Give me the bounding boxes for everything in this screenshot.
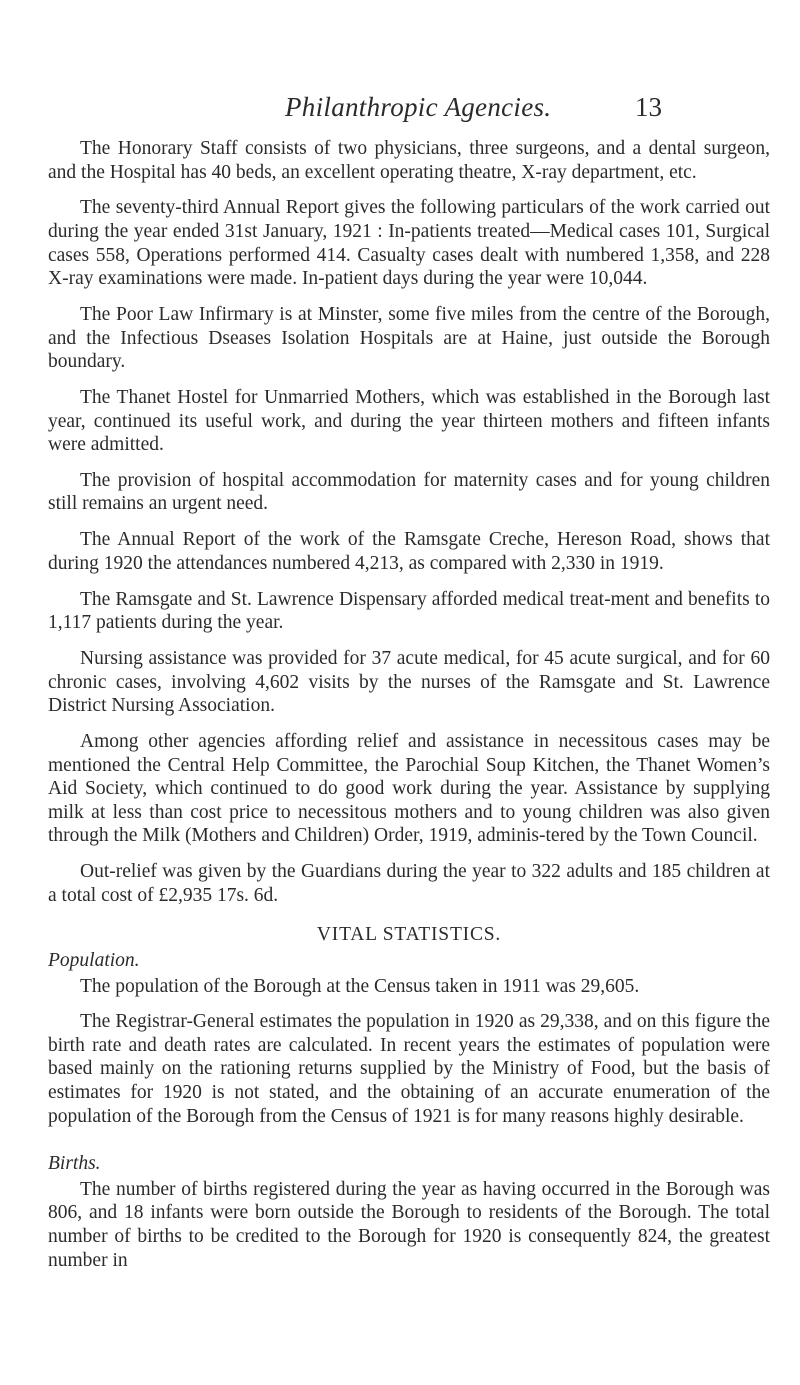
paragraph-dispensary: The Ramsgate and St. Lawrence Dispensary afforded medical treat-ment and benefits to 1,117 patients during the year.	[48, 588, 770, 634]
subheading-population: Population.	[48, 949, 140, 971]
paragraph-out-relief: Out-relief was given by the Guardians during the year to 322 adults and 185 children at a total cost of £2,935 17s. 6d.	[48, 861, 770, 906]
paragraph-census-1911: The population of the Borough at the Census taken in 1911 was 29,605.	[80, 975, 640, 997]
section-heading-vital-statistics: VITAL STATISTICS.	[316, 924, 502, 946]
page-number: 13	[635, 92, 662, 122]
running-header	[0, 92, 800, 132]
paragraph-poor-law-infirmary: The Poor Law Infirmary is at Minster, some five miles from the centre of the Borough, and the Infectious Dseases Isolation Hospitals are at Haine, just outside the Borough boundary.	[48, 303, 770, 373]
paragraph-maternity-need: The provision of hospital accommodation for maternity cases and for young children still remains an urgent need.	[48, 469, 770, 515]
paragraph-annual-report: The seventy-third Annual Report gives the following particulars of the work carried out during the year ended 31st January, 1921 : In-patients treated—Medical cases 101, Surgical cases 558, Operations performed 414. Casualty cases dealt with numbered 1,358, and 228 X-ray examinations were made. In-patient days during the year were 10,044.	[48, 197, 770, 290]
paragraph-other-agencies: Among other agencies affording relief and assistance in necessitous cases may be mentioned the Central Help Committee, the Parochial Soup Kitchen, the Thanet Women’s Aid Society, which continued to do good work during the year. Assistance by supplying milk at less than cost price to necessitous mothers and to young children was also given through the Milk (Mothers and Children) Order, 1919, adminis-tered by the Town Council.	[48, 730, 770, 847]
paragraph-registrar-general: The Registrar-General estimates the population in 1920 as 29,338, and on this figure the birth rate and death rates are calculated. In recent years the estimates of population were based mainly on the rationing returns supplied by the Ministry of Food, but the basis of estimates for 1920 is not stated, and the obtaining of an accurate enumeration of the population of the Borough from the Census of 1921 is for many reasons highly desirable.	[48, 1011, 770, 1127]
paragraph-creche: The Annual Report of the work of the Ramsgate Creche, Hereson Road, shows that during 1920 the attendances numbered 4,213, as compared with 2,330 in 1919.	[48, 529, 770, 574]
paragraph-honorary-staff: The Honorary Staff consists of two physicians, three surgeons, and a dental surgeon, and the Hospital has 40 beds, an excellent operating theatre, X-ray department, etc.	[48, 138, 770, 183]
paragraph-nursing: Nursing assistance was provided for 37 acute medical, for 45 acute surgical, and for 60 chronic cases, involving 4,602 visits by the nurses of the Ramsgate and St. Lawrence District Nursing Association.	[48, 648, 770, 717]
body-text	[48, 137, 770, 1284]
running-title: Philanthropic Agencies.	[285, 92, 552, 122]
paragraph-thanet-hostel: The Thanet Hostel for Unmarried Mothers, which was established in the Borough last year, continued its useful work, and during the year thirteen mothers and fifteen infants were admitted.	[48, 386, 770, 456]
subheading-births: Births.	[48, 1153, 101, 1175]
paragraph-births: The number of births registered during the year as having occurred in the Borough was 806, and 18 infants were born outside the Borough to residents of the Borough. The total number of births to be credited to the Borough for 1920 is consequently 824, the greatest number in	[48, 1178, 770, 1271]
